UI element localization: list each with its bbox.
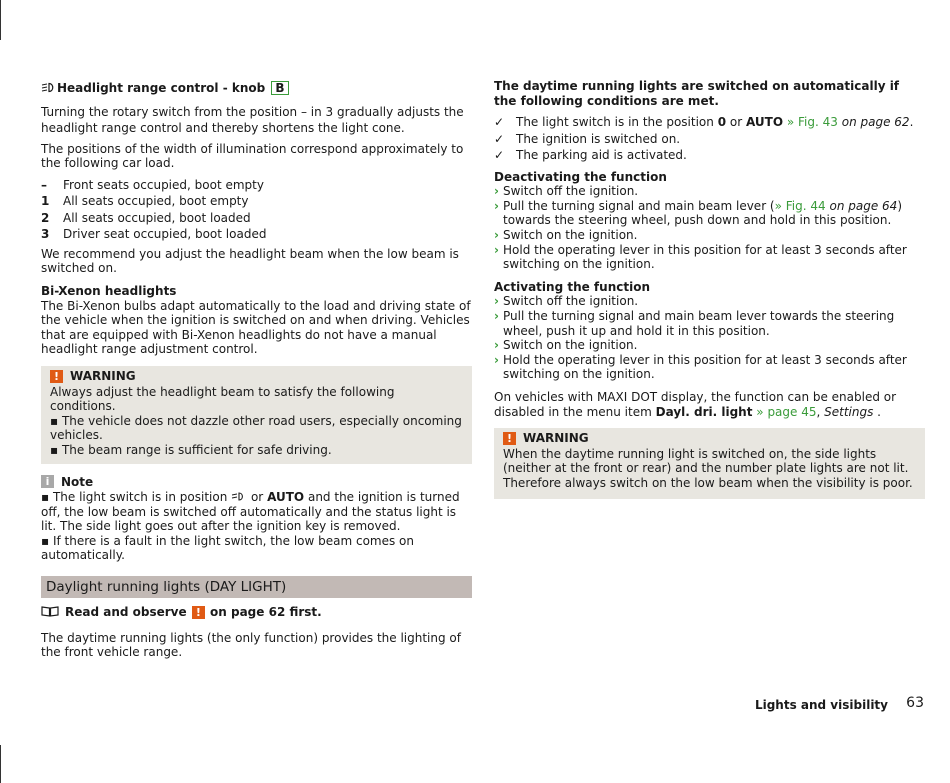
note-item: ▪ The light switch is in position or AUTO and the ignition is turned off, the low beam is switched off automatically and the status light is lit. The side light goes out after the ignition key is removed.	[41, 490, 460, 534]
deactivating-heading: Deactivating the function	[494, 169, 667, 184]
page45-link[interactable]: » page 45	[756, 404, 817, 419]
headlight-range-heading	[41, 81, 472, 96]
paragraph-recommend: We recommend you adjust the headlight beam when the low beam is switched on.	[41, 246, 459, 276]
conditions-list	[494, 114, 925, 164]
step-item: › Hold the operating lever in this position for at least 3 seconds after switching on the ignition.	[494, 242, 907, 272]
step-item: › Switch off the ignition.	[494, 294, 639, 309]
footer-section-title: Lights and visibility	[754, 698, 888, 712]
warning-intro: Always adjust the headlight beam to satisfy the following conditions.	[50, 384, 395, 414]
list-item: – Front seats occupied, boot empty	[41, 177, 264, 192]
note-label: Note	[61, 474, 94, 489]
note-box	[41, 475, 472, 564]
headlight-range-icon	[41, 82, 55, 93]
warning-icon: !	[503, 432, 516, 445]
list-item: 2 All seats occupied, boot loaded	[41, 210, 251, 225]
warning-header	[503, 431, 916, 446]
warning-text: When the daytime running light is switched on, the side lights (neither at the front or rear) and the number plate lights are not lit. Therefore always switch on the low beam when the visibility is poor.	[503, 446, 913, 490]
read-and-observe: Read and observe ! on page 62 first.	[41, 605, 472, 620]
paragraph-positions: The positions of the width of illumination correspond approximately to the following car load.	[41, 141, 464, 171]
list-item: 3 Driver seat occupied, boot loaded	[41, 227, 267, 242]
note-header	[41, 475, 472, 490]
crop-mark-top	[0, 0, 1, 40]
knob-key-label: B	[271, 81, 288, 95]
page-number: 63	[906, 695, 924, 711]
load-positions-list	[41, 177, 472, 243]
deactivating-steps	[494, 184, 925, 272]
heading-text: Headlight range control - knob	[57, 81, 266, 95]
bixenon-heading: Bi-Xenon headlights	[41, 283, 177, 298]
bixenon-paragraph: The Bi-Xenon bulbs adapt automatically to the load and driving state of the vehicle when the ignition is switched on and when driving. Vehicles that are equipped with Bi-Xenon headlights do not have a manual headlight range adjustment control.	[41, 298, 471, 357]
list-item: ✓ The parking aid is activated.	[494, 148, 687, 163]
check-icon: ✓	[494, 131, 505, 146]
chevron-right-icon: ›	[494, 184, 499, 199]
note-item: ▪ If there is a fault in the light switch, the low beam comes on automatically.	[41, 533, 415, 563]
chevron-right-icon: ›	[494, 338, 499, 353]
chevron-right-icon: ›	[494, 198, 499, 213]
step-item: › Hold the operating lever in this position for at least 3 seconds after switching on the ignition.	[494, 352, 907, 382]
chevron-right-icon: ›	[494, 294, 499, 309]
left-column	[41, 79, 472, 660]
section-title-daylight: Daylight running lights (DAY LIGHT)	[41, 576, 472, 598]
activating-heading: Activating the function	[494, 279, 650, 294]
warning-icon: !	[50, 370, 63, 383]
daytime-paragraph: The daytime running lights (the only function) provides the lighting of the front vehicle range.	[41, 630, 461, 660]
maxi-dot-paragraph: On vehicles with MAXI DOT display, the function can be enabled or disabled in the menu item Dayl. dri. light » page 45, Settings .	[494, 390, 897, 419]
list-item: 1 All seats occupied, boot empty	[41, 194, 249, 209]
warning-header	[50, 369, 463, 384]
warning-box-daytime	[494, 428, 925, 498]
side-light-icon	[231, 491, 245, 502]
warning-box-headlight	[41, 366, 472, 464]
warning-label: WARNING	[523, 431, 589, 446]
crop-mark-bottom	[0, 745, 1, 783]
warning-item: ▪ The vehicle does not dazzle other road users, especially oncoming vehicles.	[50, 413, 462, 443]
step-item: › Pull the turning signal and main beam lever towards the steering wheel, push it up and hold it in this position.	[494, 309, 895, 338]
step-item: › Switch off the ignition.	[494, 184, 639, 199]
activating-steps	[494, 294, 925, 382]
fig43-link[interactable]: » Fig. 43	[786, 115, 838, 130]
check-icon: ✓	[494, 148, 505, 163]
warning-item: ▪ The beam range is sufficient for safe driving.	[50, 442, 332, 457]
chevron-right-icon: ›	[494, 228, 499, 243]
check-icon: ✓	[494, 115, 505, 130]
step-item: › Switch on the ignition.	[494, 338, 638, 353]
list-item: ✓ The light switch is in the position 0 or AUTO » Fig. 43 on page 62.	[494, 115, 914, 130]
right-column	[494, 79, 925, 499]
chevron-right-icon: ›	[494, 309, 499, 324]
warning-icon: !	[192, 606, 205, 619]
chevron-right-icon: ›	[494, 242, 499, 257]
conditions-intro: The daytime running lights are switched on automatically if the following conditions are met.	[494, 79, 900, 108]
warning-label: WARNING	[70, 368, 136, 383]
book-icon	[41, 605, 59, 617]
note-icon: i	[41, 475, 54, 488]
step-item: › Pull the turning signal and main beam lever (» Fig. 44 on page 64) towards the steering wheel, push down and hold in this position.	[494, 198, 903, 228]
step-item: › Switch on the ignition.	[494, 228, 638, 243]
list-item: ✓ The ignition is switched on.	[494, 131, 681, 146]
paragraph-rotary: Turning the rotary switch from the position – in 3 gradually adjusts the headlight range control and thereby shortens the light cone.	[41, 104, 464, 136]
chevron-right-icon: ›	[494, 352, 499, 367]
fig44-link[interactable]: » Fig. 44	[774, 198, 826, 213]
